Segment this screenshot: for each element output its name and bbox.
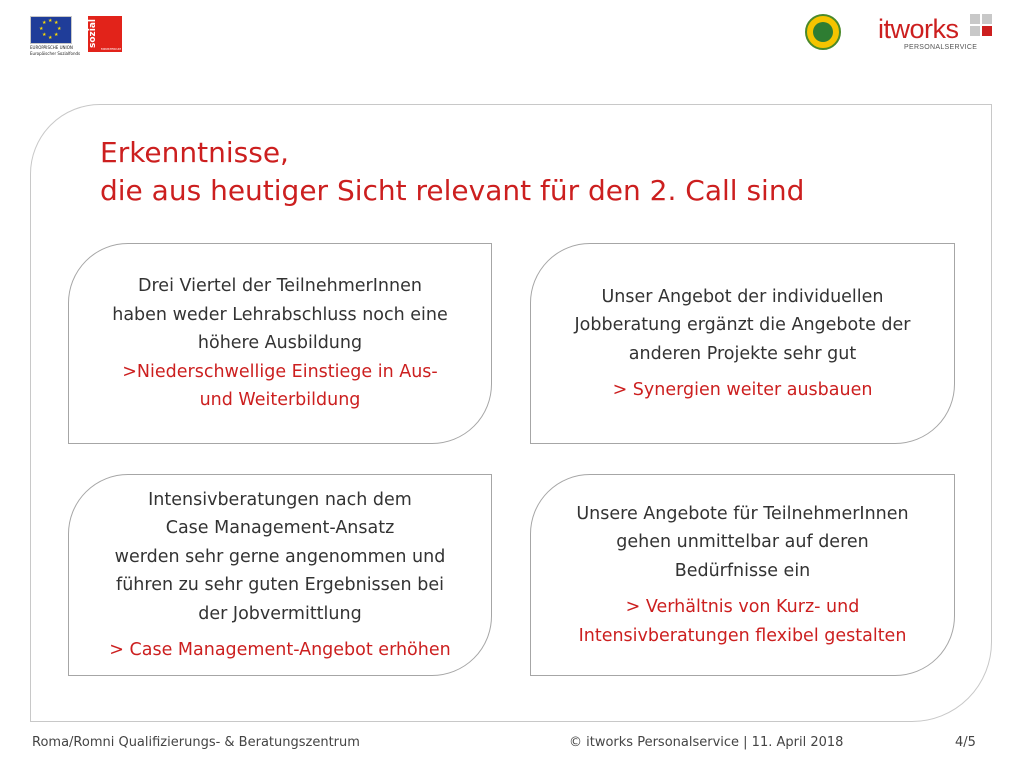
box-text-line: Jobberatung ergänzt die Angebote der — [574, 315, 911, 335]
eu-logo — [30, 16, 81, 56]
footer-project-name: Roma/Romni Qualifizierungs- & Beratungszentrum — [32, 735, 360, 750]
box-text-line: führen zu sehr guten Ergebnissen bei — [116, 575, 444, 595]
box-text-line: Case Management-Ansatz — [165, 518, 395, 538]
box-conclusion-line: und Weiterbildung — [199, 390, 361, 411]
itworks-logo-square — [970, 26, 980, 36]
slide-title — [100, 134, 804, 210]
itworks-logo-square — [970, 14, 980, 24]
eu-flag-icon: ★ ★ ★ ★ ★ ★ ★ ★ — [30, 16, 72, 44]
box-text-line: gehen unmittelbar auf deren — [616, 532, 869, 553]
box-text-line: werden sehr gerne angenommen und — [114, 546, 446, 567]
finding-box-education — [68, 243, 492, 444]
slide-title-line-1: Erkenntnisse, — [100, 136, 289, 169]
box-text-line: der Jobvermittlung — [198, 603, 362, 624]
box-conclusion-line: > Verhältnis von Kurz- und — [625, 597, 860, 618]
footer-copyright: © itworks Personalservice | 11. April 2018 — [569, 735, 844, 750]
seal-badge-icon — [805, 14, 841, 50]
box-text-line: Drei Viertel der TeilnehmerInnen — [138, 276, 422, 297]
box-text-line: anderen Projekte sehr gut — [628, 343, 857, 364]
box-conclusion-line: >Niederschwellige Einstiege in Aus- — [122, 361, 438, 382]
itworks-logo-square — [982, 26, 992, 36]
itworks-logo-word: itworks — [878, 14, 959, 44]
eu-logo-text-1: EUROPÄISCHE UNION — [30, 45, 73, 50]
sozial-logo-sub: MINISTERIUM — [101, 47, 121, 51]
itworks-logo-square — [982, 14, 992, 24]
sozial-logo-word: sozial — [88, 18, 98, 48]
box-conclusion-line: Intensivberatungen flexibel gestalten — [578, 625, 907, 646]
box-text-line: Unser Angebot der individuellen — [601, 286, 884, 307]
box-text-line: Intensivberatungen nach dem — [148, 489, 412, 510]
sozialministerium-logo — [88, 16, 122, 52]
box-conclusion-line: > Synergien weiter ausbauen — [612, 380, 873, 400]
finding-box-needs — [530, 474, 955, 676]
footer-page-number: 4/5 — [955, 735, 976, 750]
box-text-line: haben weder Lehrabschluss noch eine — [112, 304, 448, 325]
finding-box-case-management — [68, 474, 492, 676]
box-conclusion-line: > Case Management-Angebot erhöhen — [109, 640, 451, 660]
eu-logo-text-2: Europäischer Sozialfonds — [30, 51, 81, 56]
seal-badge-center — [813, 22, 833, 42]
finding-box-synergies — [530, 243, 955, 444]
box-text-line: höhere Ausbildung — [197, 333, 363, 354]
itworks-logo-sub: PERSONALSERVICE — [904, 44, 978, 51]
box-text-line: Bedürfnisse ein — [674, 560, 811, 581]
box-text-line: Unsere Angebote für TeilnehmerInnen — [576, 503, 909, 524]
slide-title-line-2: die aus heutiger Sicht relevant für den 2. Call sind — [100, 174, 805, 207]
